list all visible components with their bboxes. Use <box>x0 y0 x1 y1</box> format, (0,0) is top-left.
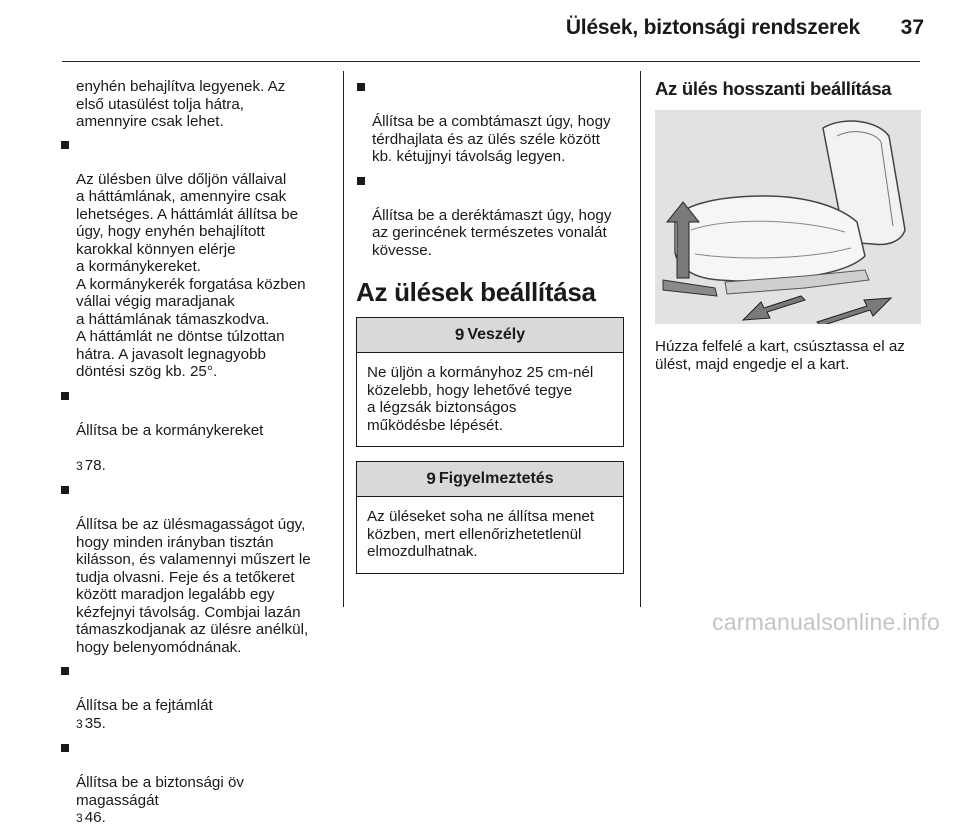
list-item <box>60 739 332 828</box>
seat-adjustment-icon <box>655 110 921 324</box>
page-reference-link[interactable]: 78. <box>84 456 106 474</box>
list-item-text: Állítsa be az ülésmagasságot úgy, hogy minden irányban tisztán kilásson, és valamennyi műszert le tudja olvasni. Feje és a tetőkeret között maradjon legalább egy kézfejnyi távolság. Combjai lazán támaszkodjanak az ülésre anélkül, hogy belenyomódnának. <box>76 516 311 656</box>
column-divider-right <box>640 71 641 607</box>
seat-adjustment-illustration <box>655 110 921 324</box>
list-item <box>60 387 332 476</box>
list-item <box>60 136 332 381</box>
list-item <box>60 481 332 656</box>
header-divider <box>62 61 920 62</box>
column-divider-left <box>343 71 344 607</box>
list-item <box>356 172 624 260</box>
bullet-square-icon <box>61 392 69 400</box>
caution-header <box>357 462 623 497</box>
list-item-text: Állítsa be a kormánykereket <box>76 421 264 439</box>
list-item <box>356 78 624 166</box>
page-reference-arrow-icon: 3 <box>76 811 83 825</box>
column-1 <box>60 78 332 834</box>
bullet-square-icon <box>61 667 69 675</box>
list-item <box>60 662 332 733</box>
page-reference-arrow-icon: 3 <box>76 716 83 731</box>
bullet-square-icon <box>357 177 365 185</box>
warning-triangle-icon: 9 <box>454 325 465 345</box>
bullet-square-icon <box>357 83 365 91</box>
danger-header <box>357 318 623 353</box>
bullet-square-icon <box>61 486 69 494</box>
caution-title: Figyelmeztetés <box>438 470 554 488</box>
page-reference-link[interactable]: 46. <box>84 809 106 826</box>
bullet-square-icon <box>61 744 69 752</box>
list-item-text: Az ülésben ülve dőljön vállaival a háttámlának, amennyire csak lehetséges. A háttámlát állítsa be úgy, hogy enyhén behajlított karokkal könnyen elérje a kormánykereket. A kormánykerék forgatása közben vállai végig maradjanak a háttámlának támaszkodva. A háttámlát ne döntse túlzottan hátra. A javasolt legnagyobb döntési szög kb. 25°. <box>76 170 306 380</box>
figure-caption: Húzza felfelé a kart, csúsztassa el az ülést, majd engedje el a kart. <box>655 338 905 373</box>
list-item-text: Állítsa be a deréktámaszt úgy, hogy az gerincének természetes vonalát kövesse. <box>372 206 612 259</box>
danger-box <box>356 317 624 447</box>
column-3 <box>655 78 921 373</box>
header-title: Ülések, biztonsági rendszerek <box>565 16 860 39</box>
page-reference-link[interactable]: 35. <box>84 714 106 732</box>
list-item-text: Állítsa be a fejtámlát <box>76 697 213 714</box>
list-item-text: Állítsa be a combtámaszt úgy, hogy térdhajlata és az ülés széle között kb. kétujjnyi távolság legyen. <box>372 113 611 165</box>
caution-box <box>356 461 624 574</box>
page-reference-arrow-icon: 3 <box>76 458 83 473</box>
caution-body: Az üléseket soha ne állítsa menet közben, mert ellenőrizhetetlenül elmozdulhatnak. <box>367 508 595 560</box>
warning-triangle-icon: 9 <box>426 469 436 489</box>
watermark-text: carmanualsonline.info <box>712 609 940 635</box>
danger-body: Ne üljön a kormányhoz 25 cm-nél közelebb, hogy lehetővé tegye a légzsák biztonságos működésbe lépését. <box>367 364 594 434</box>
intro-paragraph: enyhén behajlítva legyenek. Az első utasülést tolja hátra, amennyire csak lehet. <box>76 78 286 130</box>
page-number: 37 <box>900 16 924 39</box>
list-item-text: Állítsa be a biztonsági öv magasságát <box>76 774 245 809</box>
danger-title: Veszély <box>467 326 526 344</box>
bullet-square-icon <box>61 141 69 149</box>
section-title: Az ülés hosszanti beállítása <box>655 78 892 99</box>
section-title: Az ülések beállítása <box>356 277 596 307</box>
column-2 <box>356 78 624 588</box>
page-header <box>0 0 960 62</box>
